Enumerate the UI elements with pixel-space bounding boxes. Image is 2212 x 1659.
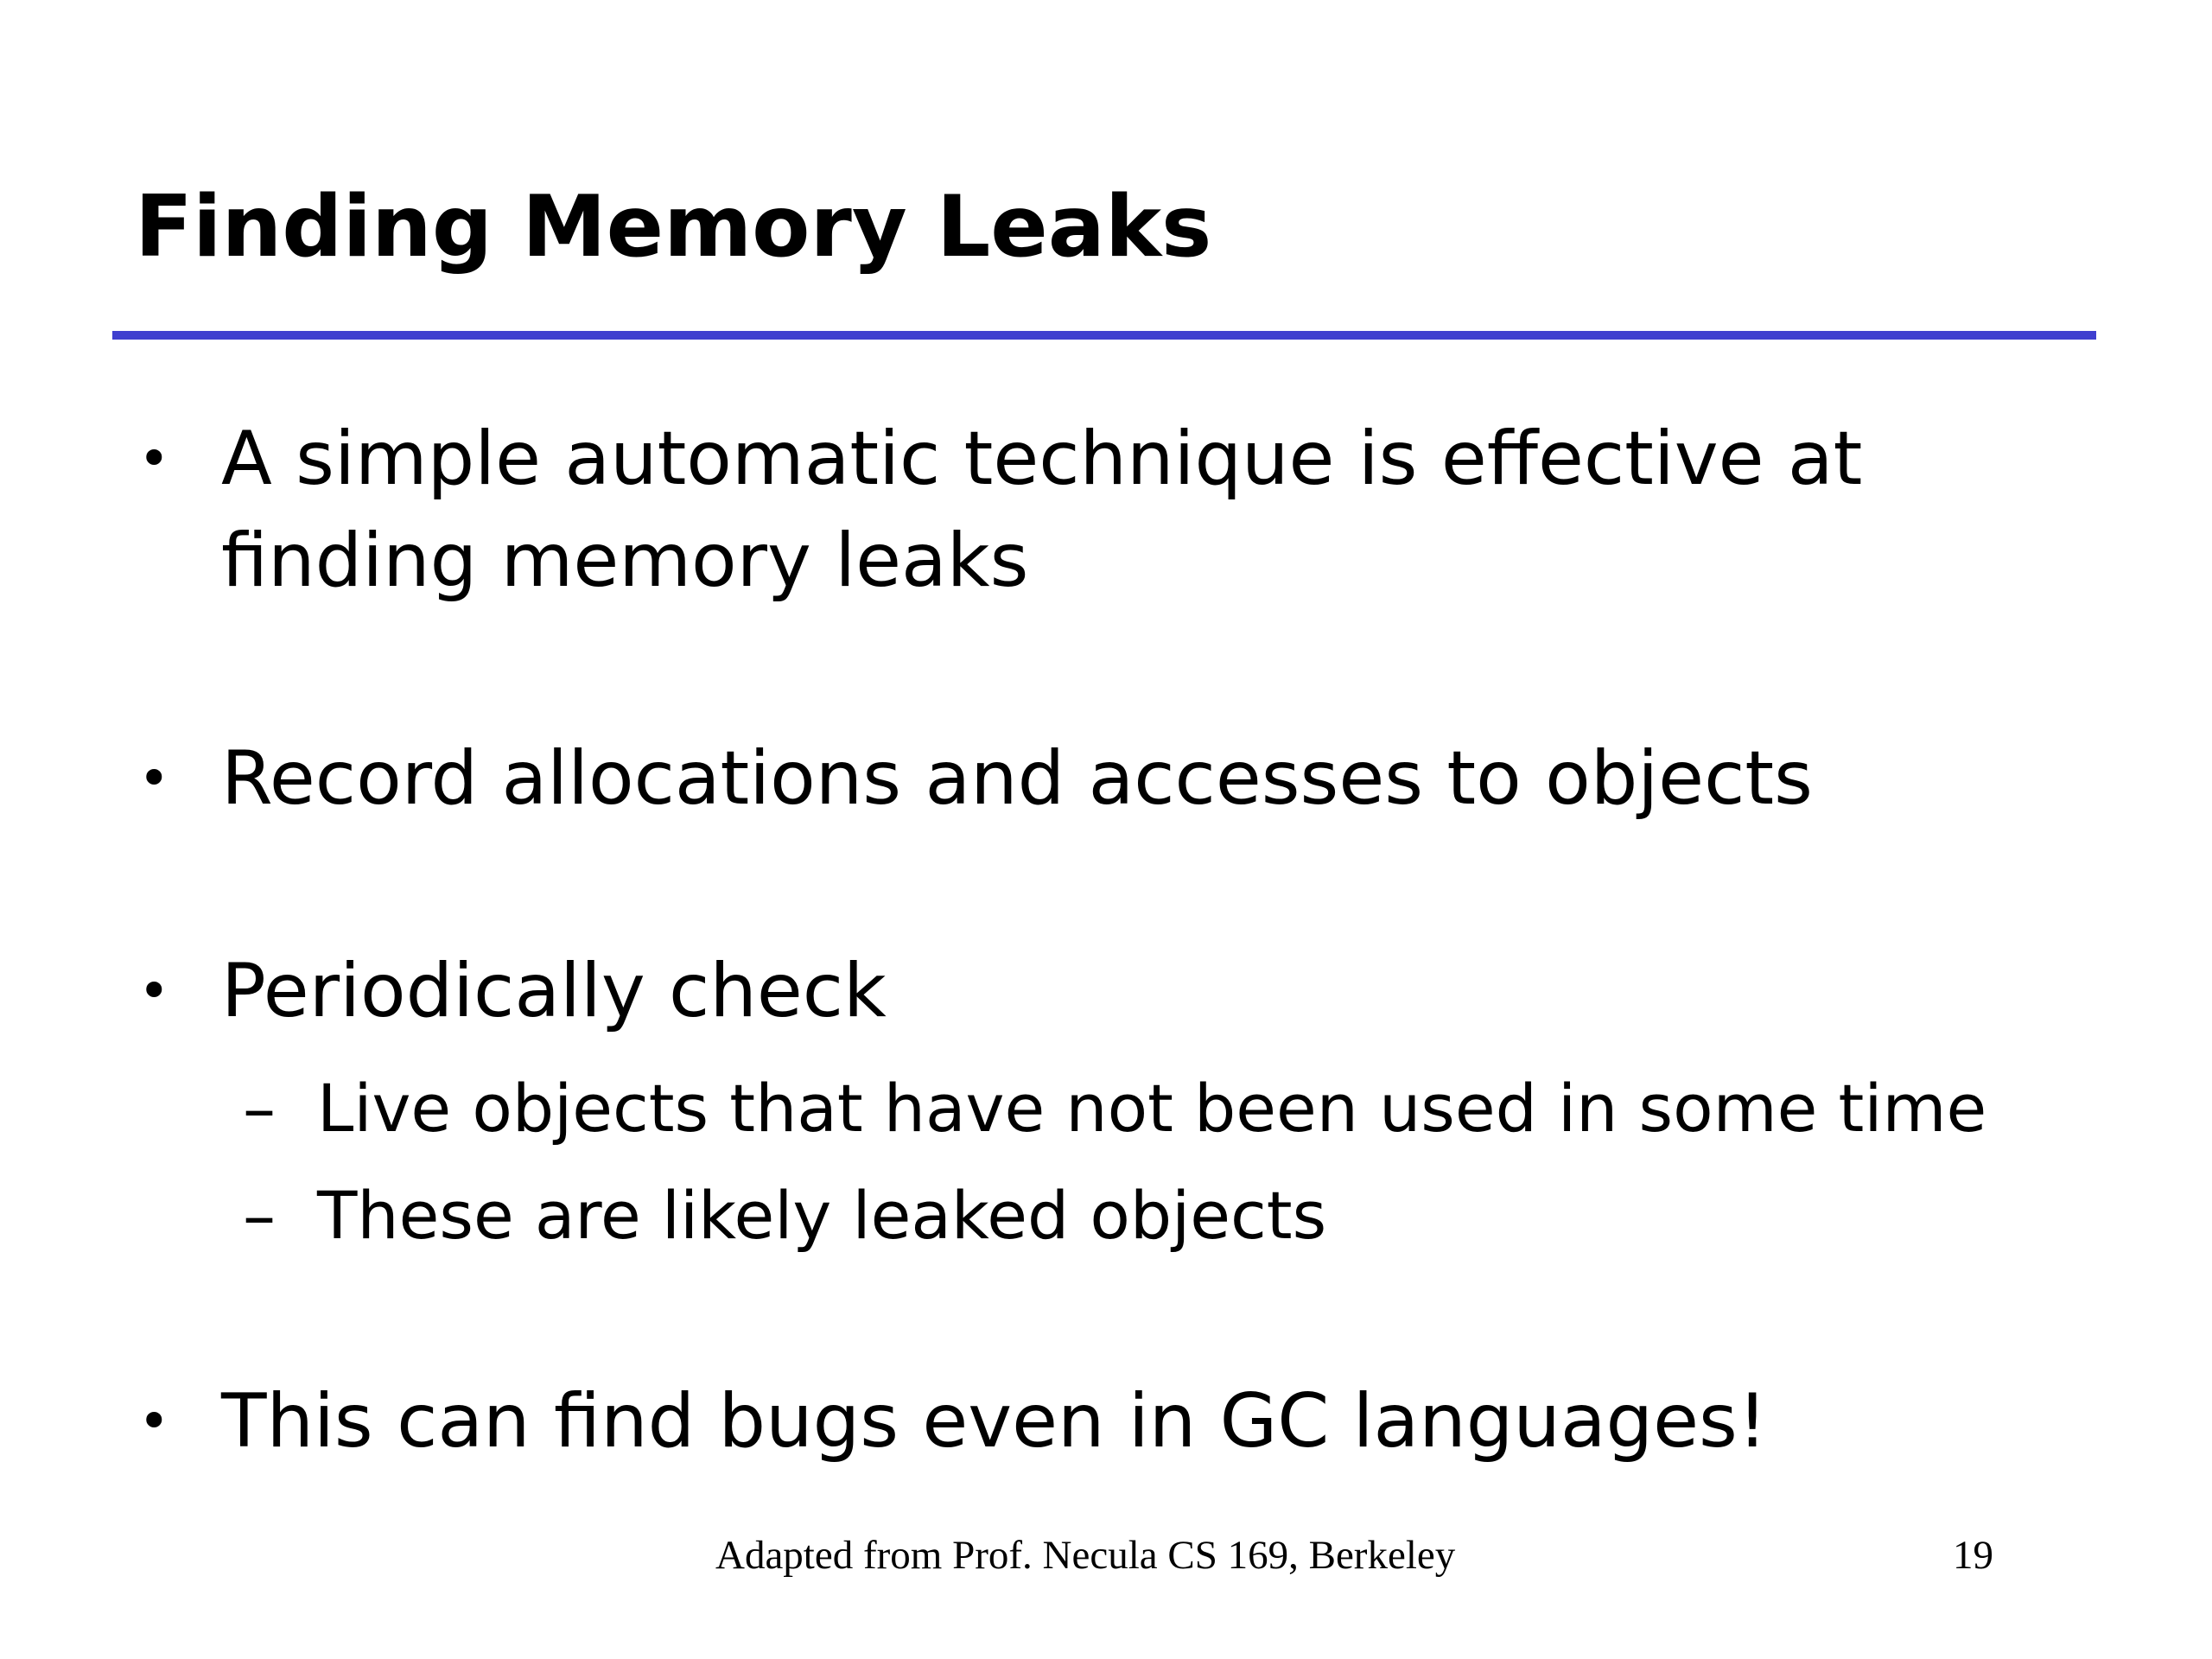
slide-title: Finding Memory Leaks	[135, 178, 1212, 276]
bullet-item: A simple automatic technique is effective at finding memory leaks	[221, 416, 1863, 604]
sub-bullet-marker: –	[243, 1177, 276, 1254]
footer-attribution: Adapted from Prof. Necula CS 169, Berkeley	[715, 1533, 1456, 1578]
sub-bullet-item: These are likely leaked objects	[317, 1177, 1327, 1254]
bullet-marker: •	[138, 1389, 170, 1452]
title-divider	[112, 331, 2096, 340]
sub-bullet-item: Live objects that have not been used in some time	[317, 1070, 1987, 1147]
bullet-item: This can find bugs even in GC languages!	[221, 1378, 1768, 1465]
bullet-marker: •	[138, 959, 170, 1022]
bullet-item: Record allocations and accesses to objects	[221, 735, 1813, 822]
sub-bullet-marker: –	[243, 1070, 276, 1147]
bullet-item: Periodically check	[221, 948, 887, 1034]
bullet-marker: •	[138, 747, 170, 810]
bullet-marker: •	[138, 427, 170, 490]
page-number: 19	[1953, 1533, 1993, 1578]
